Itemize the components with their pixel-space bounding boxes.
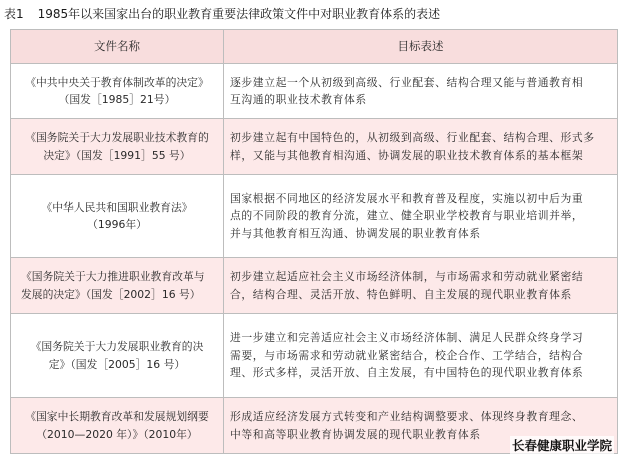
goal-statement-cell bbox=[224, 258, 618, 314]
goal-statement-line: 进一步建立和完善适应社会主义市场经济体制、满足人民群众终身学习 bbox=[230, 331, 584, 345]
table-caption bbox=[4, 6, 440, 22]
document-name-line: 《中华人民共和国职业教育法》 bbox=[41, 200, 193, 214]
document-name-line: （1996年） bbox=[87, 218, 147, 231]
table-row bbox=[11, 64, 618, 119]
watermark-logo: 长春健康职业学院 bbox=[511, 438, 612, 453]
goal-statement-line: 互沟通的职业技术教育体系 bbox=[230, 93, 367, 106]
goal-statement-line: 初步建立起有中国特色的，从初级到高级、行业配套、结构合理、形式多 bbox=[230, 131, 595, 144]
document-name-line: 《国务院关于大力推进职业教育改革与 bbox=[21, 270, 205, 283]
table-row bbox=[11, 119, 618, 175]
document-name-line: 《国务院关于大力发展职业教育的决 bbox=[30, 340, 204, 353]
table-header-row bbox=[11, 30, 618, 64]
header-document-name: 文件名称 bbox=[11, 30, 224, 64]
document-name-line: 《中共中央关于教育体制改革的决定》 bbox=[25, 75, 209, 89]
header-goal-statement: 目标表述 bbox=[224, 30, 618, 64]
goal-statement-line: 需要，与市场需求和劳动就业紧密结合，校企合作、工学结合，结构合 bbox=[230, 348, 584, 362]
policy-table bbox=[10, 29, 618, 454]
table-row bbox=[11, 258, 618, 314]
goal-statement-cell bbox=[224, 175, 618, 258]
table-title: 1985年以来国家出台的职业教育重要法律政策文件中对职业教育体系的表述 bbox=[37, 7, 441, 21]
document-name-cell bbox=[11, 175, 224, 258]
document-name-line: 《国务院关于大力发展职业技术教育的 bbox=[25, 131, 209, 144]
goal-statement-line: 样，又能与其他教育相沟通、协调发展的职业技术教育体系的基本框架 bbox=[230, 148, 584, 162]
document-name-line: 《国家中长期教育改革和发展规划纲要 bbox=[25, 410, 209, 423]
document-name-line: 定》（国发［2005］16 号） bbox=[48, 357, 186, 371]
goal-statement-line: 点的不同阶段的教育分流，建立、健全职业学校教育与职业培训并举， bbox=[230, 209, 584, 223]
document-name-cell bbox=[11, 258, 224, 314]
document-name-cell bbox=[11, 314, 224, 398]
document-name-line: 决定》（国发［1991］55 号） bbox=[43, 148, 191, 162]
table-number: 表1 bbox=[4, 7, 24, 21]
document-name-line: 发展的决定》（国发［2002］16 号） bbox=[21, 287, 201, 301]
goal-statement-cell bbox=[224, 64, 618, 119]
document-name-line: （2010—2020 年）》（2010年） bbox=[36, 427, 198, 441]
goal-statement-line: 理、形式多样，灵活开放、自主发展，有中国特色的现代职业教育体系 bbox=[230, 366, 584, 380]
table-row bbox=[11, 175, 618, 258]
goal-statement-cell bbox=[224, 314, 618, 398]
document-name-cell bbox=[11, 119, 224, 175]
document-name-line: （国发［1985］21号） bbox=[58, 93, 176, 106]
goal-statement-line: 逐步建立起一个从初级到高级、行业配套、结构合理又能与普通教育相 bbox=[230, 75, 584, 89]
table-row bbox=[11, 314, 618, 398]
goal-statement-line: 并与其他教育相互沟通、协调发展的职业教育体系 bbox=[230, 226, 481, 240]
goal-statement-line: 国家根据不同地区的经济发展水平和教育普及程度，实施以初中后为重 bbox=[230, 191, 584, 205]
document-name-cell bbox=[11, 398, 224, 454]
goal-statement-line: 合，结构合理、灵活开放、特色鲜明、自主发展的现代职业教育体系 bbox=[230, 287, 572, 301]
goal-statement-line: 中等和高等职业教育协调发展的现代职业教育体系 bbox=[230, 427, 481, 441]
document-name-cell bbox=[11, 64, 224, 119]
goal-statement-line: 形成适应经济发展方式转变和产业结构调整要求、体现终身教育理念、 bbox=[230, 410, 584, 423]
goal-statement-cell bbox=[224, 119, 618, 175]
goal-statement-line: 初步建立起适应社会主义市场经济体制，与市场需求和劳动就业紧密结 bbox=[230, 270, 584, 283]
